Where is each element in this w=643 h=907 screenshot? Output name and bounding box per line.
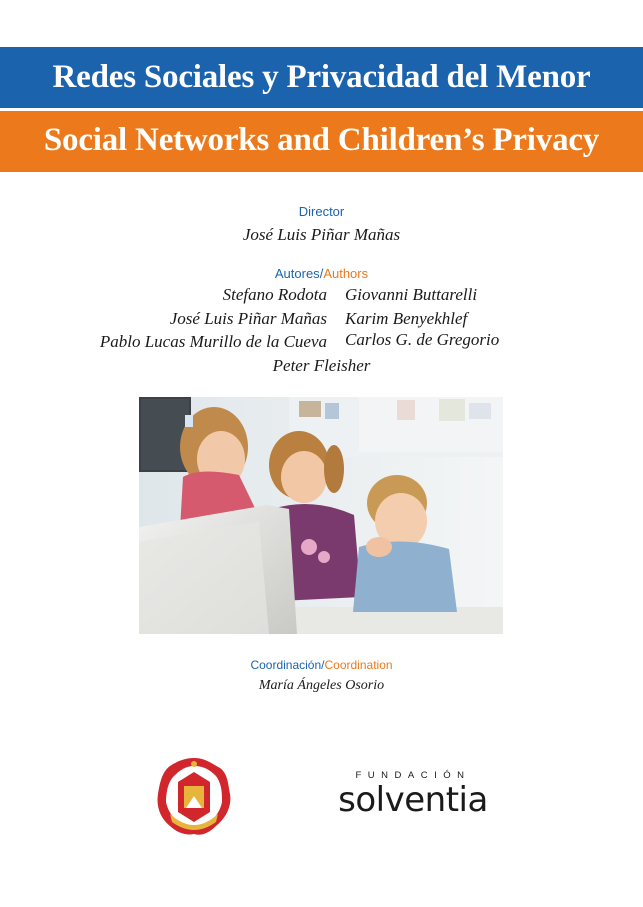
university-seal-logo bbox=[156, 756, 232, 836]
title-spanish-band bbox=[0, 47, 643, 108]
authors-label-en: Authors bbox=[323, 266, 369, 281]
coordination-label-en: Coordination bbox=[324, 658, 393, 672]
authors-label bbox=[0, 266, 643, 281]
publisher-foundation-label: FUNDACIÓN bbox=[355, 770, 471, 781]
author-left-3: Pablo Lucas Murillo de la Cueva bbox=[99, 332, 327, 351]
coordination-label bbox=[0, 658, 643, 672]
coordinator-name: María Ángeles Osorio bbox=[258, 678, 385, 693]
authors-separator: / bbox=[319, 266, 324, 281]
director-name: José Luis Piñar Mañas bbox=[242, 225, 401, 244]
title-english-band bbox=[0, 111, 643, 172]
coordination-separator: / bbox=[321, 658, 325, 672]
title-english: Social Networks and Children’s Privacy bbox=[43, 122, 600, 158]
author-right-1: Giovanni Buttarelli bbox=[345, 285, 478, 304]
authors-label-es: Autores bbox=[274, 266, 320, 281]
title-spanish: Redes Sociales y Privacidad del Menor bbox=[52, 59, 591, 95]
author-right-2: Karim Benyekhlef bbox=[345, 309, 468, 328]
director-label: Director bbox=[298, 204, 345, 219]
author-left-1: Stefano Rodota bbox=[222, 285, 327, 304]
author-centered: Peter Fleisher bbox=[272, 356, 371, 375]
author-right-3: Carlos G. de Gregorio bbox=[345, 330, 500, 349]
publisher-name: solventia bbox=[338, 780, 488, 820]
children-computer-photo bbox=[139, 397, 503, 634]
author-left-2: José Luis Piñar Mañas bbox=[169, 309, 327, 328]
coordination-label-es: Coordinación bbox=[250, 658, 322, 672]
